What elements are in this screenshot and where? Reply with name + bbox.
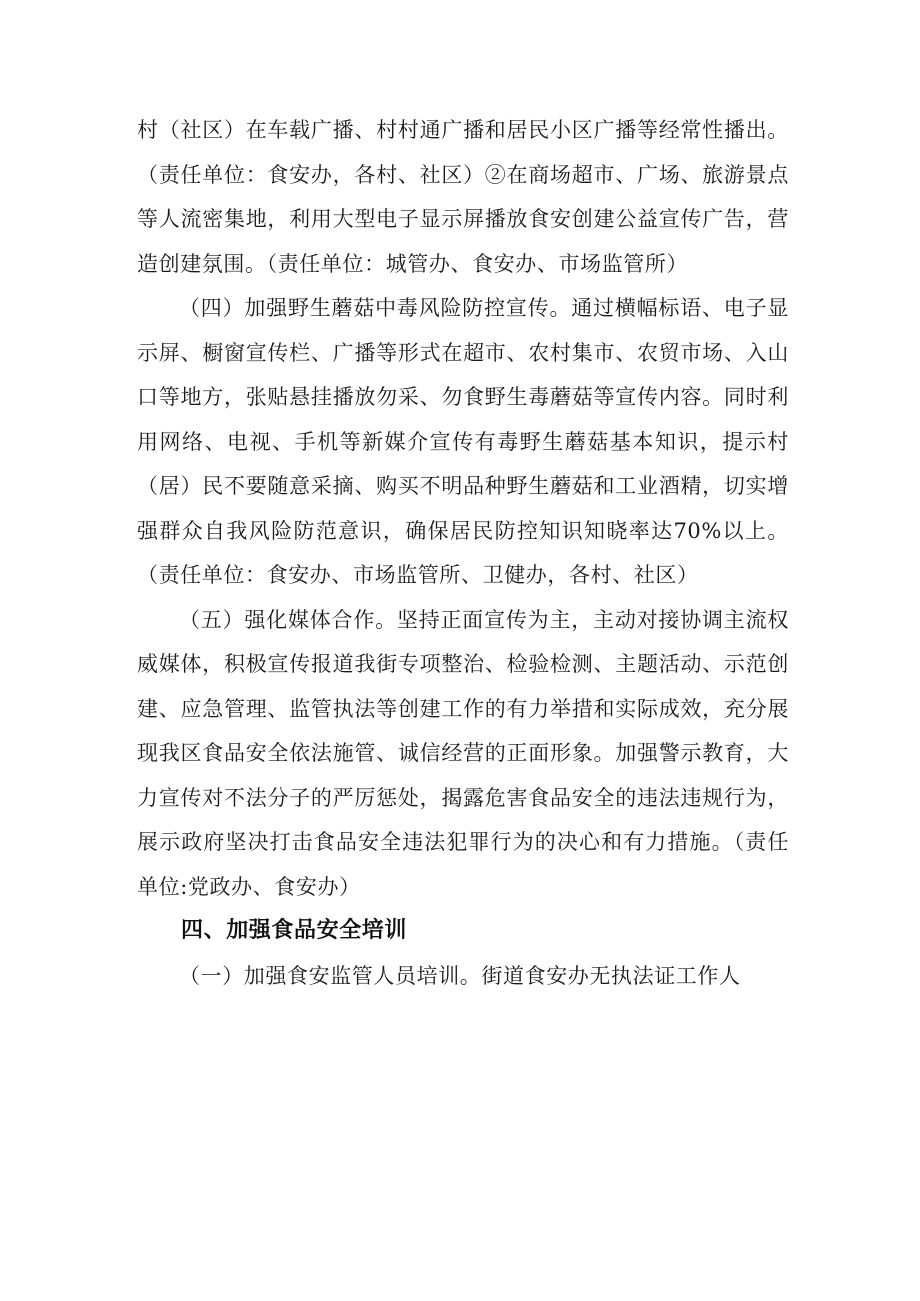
paragraph-media-cooperation: （五）强化媒体合作。坚持正面宣传为主，主动对接协调主流权威媒体，积极宣传报道我街专项整治、检验检测、主题活动、示范创建、应急管理、监管执法等创建工作的有力举措和实际成效，充分展现我区食品安全依法施管、诚信经营的正面形象。加强警示教育，大力宣传对不法分子的严厉惩处，揭露危害食品安全的违法违规行为，展示政府坚决打击食品安全违法犯罪行为的决心和有力措施。（责任单位:党政办、食安办） (137, 607, 789, 899)
paragraph-mushroom-prevention: （四）加强野生蘑菇中毒风险防控宣传。通过横幅标语、电子显示屏、橱窗宣传栏、广播等形式在超市、农村集市、农贸市场、入山口等地方，张贴悬挂播放勿采、勿食野生毒蘑菇等宣传内容。同时利用网络、电视、手机等新媒介宣传有毒野生蘑菇基本知识，提示村（居）民不要随意采摘、购买不明品种野生蘑菇和工业酒精，切实增强群众自我风险防范意识，确保居民防控知识知晓率达70%以上。（责任单位：食安办、市场监管所、卫健办，各村、社区） (137, 296, 789, 587)
paragraph-community-broadcast: 村（社区）在车载广播、村村通广播和居民小区广播等经常性播出。（责任单位：食安办，各村、社区）②在商场超市、广场、旅游景点等人流密集地，利用大型电子显示屏播放食安创建公益宣传广告，营造创建氛围。（责任单位：城管办、食安办、市场监管所） (137, 118, 789, 276)
section-heading-training: 四、加强食品安全培训 (181, 918, 408, 943)
paragraph-staff-training: （一）加强食安监管人员培训。街道食安办无执法证工作人 (179, 963, 741, 988)
document-body (137, 108, 789, 998)
